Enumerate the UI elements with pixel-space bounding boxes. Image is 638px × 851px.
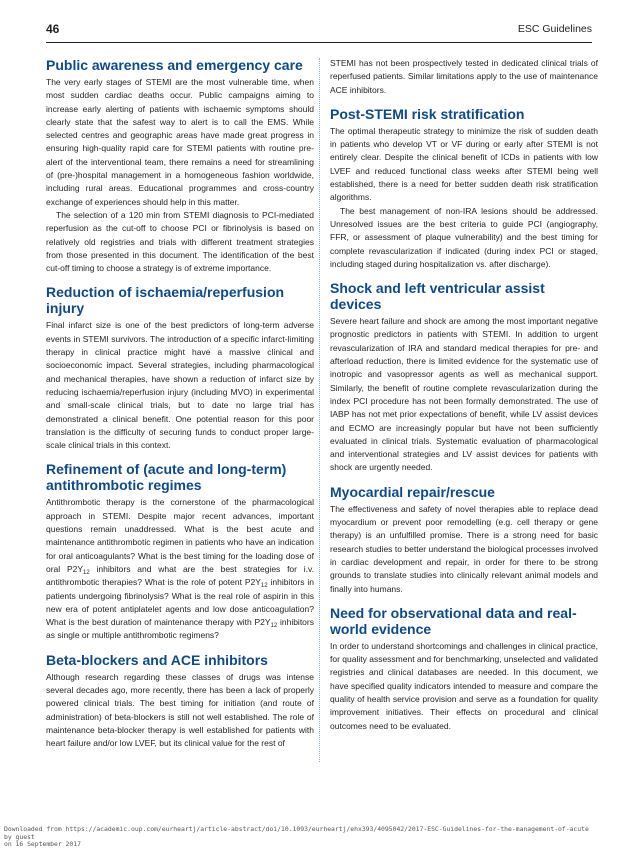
left-column [46,57,314,750]
paragraph [46,496,314,642]
paragraph: The effectiveness and safety of novel therapies able to replace dead myocardium or prevent poor remodelling (e.g. cell therapy or gene therapy) is an unfulfilled promise. There is a strong need for basic research studies to better understand the biological processes involved in cardiac development and repair, in order for there to be strong grounds to translate studies into clinically relevant animal models and finally into humans. [330,503,598,594]
paragraph: Although research regarding these classes of drugs was intense several decades ago, more recently, there has been a lack of properly powered clinical trials. The best timing for initiation (and route of administration) of beta-blockers is still not well established. The role of maintenance beta-blocker therapy is well established for patients with heart failure and/or low LVEF, but its clinical value for the rest of [46,671,314,749]
footer-line: by guest [4,832,35,841]
paragraph: Final infarct size is one of the best predictors of long-term adverse events in STEMI survivors. The introduction of a specific infarct-limiting therapy in clinical practice might have a massive clinical and socioeconomic impact. Several strategies, including pharmacological and mechanical therapies, have shown a reduction of infarct size by reducing ischaemia/reperfusion injury (including MVO) in experimental and small-scale clinical trials, but to date no large trial has demonstrated a clinical benefit. One potential reason for this poor translation is the difficulty of securing funds to conduct proper large-scale clinical trials in this context. [46,320,314,451]
running-title: ESC Guidelines [517,23,592,35]
footer-line: on 16 September 2017 [4,840,81,849]
section-heading-risk-stratification: Post-STEMI risk stratification [330,105,525,122]
section-heading-public-awareness: Public awareness and emergency care [46,57,303,73]
text-run: inhibitors and what are the best strategies for i.v. antithrombotic therapies? What is the role of potent P2Y [46,563,314,588]
section-heading-ischaemia-reperfusion: Reduction of ischaemia/reperfusion injury [46,284,285,317]
subscript: 12 [270,623,278,630]
download-footer [4,826,634,849]
header-rule [46,42,592,43]
footer-line: Downloaded from https://academic.oup.com/eurheartj/article-abstract/doi/10.1093/eurheartj/ehx393/4095042/2017-ESC-Guidelines-for-the-management-of-acute [4,826,589,833]
paragraph: The optimal therapeutic strategy to minimize the risk of sudden death in patients who develop VT or VF during or early after STEMI is not entirely clear. Despite the clinical benefit of ICDs in patients with low LVEF and reduced functional class weeks after STEMI being well established, there is a need for better sudden death risk stratification algorithms. [330,125,598,203]
section-heading-myocardial-repair: Myocardial repair/rescue [330,483,495,500]
text-run: inhibitors as single or multiple antithrombotic regimens? [46,617,314,641]
paragraph: The selection of a 120 min from STEMI diagnosis to PCI-mediated reperfusion as the cut-off to choose PCI or fibrinolysis is based on relatively old registries and trials with different treatment strategies from those presented in this document. The identification of the best cut-off timing to choose a strategy is of extreme importance. [46,209,314,274]
subscript: 12 [260,583,268,590]
column-divider [319,58,320,762]
section-heading-antithrombotic: Refinement of (acute and long-term) antithrombotic regimes [46,461,287,494]
paragraph: The very early stages of STEMI are the most vulnerable time, when most sudden cardiac deaths occur. Public campaigns aiming to increase early alerting of patients with ischaemic symptoms should clearly state that the safest way to alert is to call the EMS. While selected centres and geographic areas have made great progress in ensuring high-quality rapid care for STEMI patients with routine pre-alert of the interventional team, there remains a need for streamlining of (pre-)hospital management in a homogeneous fashion worldwide, including rural areas. Educational programmes and cross-country exchange of experiences should help in this matter. [46,77,314,207]
right-column [330,57,598,733]
paragraph: In order to understand shortcomings and challenges in clinical practice, for quality assessment and for benchmarking, unselected and validated registries and clinical databases are needed. In this document, we have specified quality indicators intended to measure and compare the quality of health service provision and serve as a foundation for quality improvement initiatives. Their effects on procedural and clinical outcomes need to be evaluated. [330,640,598,731]
paragraph: STEMI has not been prospectively tested in dedicated clinical trials of reperfused patients. Similar limitations apply to the use of maintenance ACE inhibitors. [330,58,598,95]
text-run: inhibitors in patients undergoing fibrinolysis? What is the real role of aspirin in this new era of potent antiplatelet agents and low dose anticoagulation? What is the best duration of maintenance therapy with P2Y [46,577,314,628]
paragraph: The best management of non-IRA lesions should be addressed. Unresolved issues are the best criteria to guide PCI (angiography, FFR, or assessment of plaque vulnerability) and the best timing for complete revascularization if indicated (during index PCI or staged, including staged during hospitalization vs. after discharge). [330,205,598,269]
section-heading-shock: Shock and left ventricular assist devices [330,280,545,313]
section-heading-beta-blockers: Beta-blockers and ACE inhibitors [46,651,268,668]
paragraph: Severe heart failure and shock are among the most important negative prognostic predictors in patients with STEMI. In addition to urgent revascularization of IRA and standard medical therapies for pre- and afterload reduction, there is limited evidence for the systematic use of inotropic and vasopressor agents as well as mechanical support. Similarly, the benefit of routine complete revascularization during the index PCI procedure has not been formally demonstrated. The use of IABP has not met prior expectations of benefit, while LV assist devices and ECMO are increasingly popular but have not been sufficiently evaluated in clinical trials. Systematic evaluation of pharmacological and interventional strategies and LV assist devices for patients with shock are urgently needed. [330,316,598,473]
subscript: 12 [83,569,90,576]
page-number: 46 [46,22,60,36]
text-run: Antithrombotic therapy is the cornerstone of the pharmacological approach in STEMI. Despite major recent advances, important questions remain unaddressed. What is the best acute and maintenance antithrombotic regimen in patients who have an indication for oral anticoagulants? What is the best timing for the loading dose of oral P2Y [46,497,314,574]
section-heading-observational-data: Need for observational data and real-world evidence [330,604,577,637]
